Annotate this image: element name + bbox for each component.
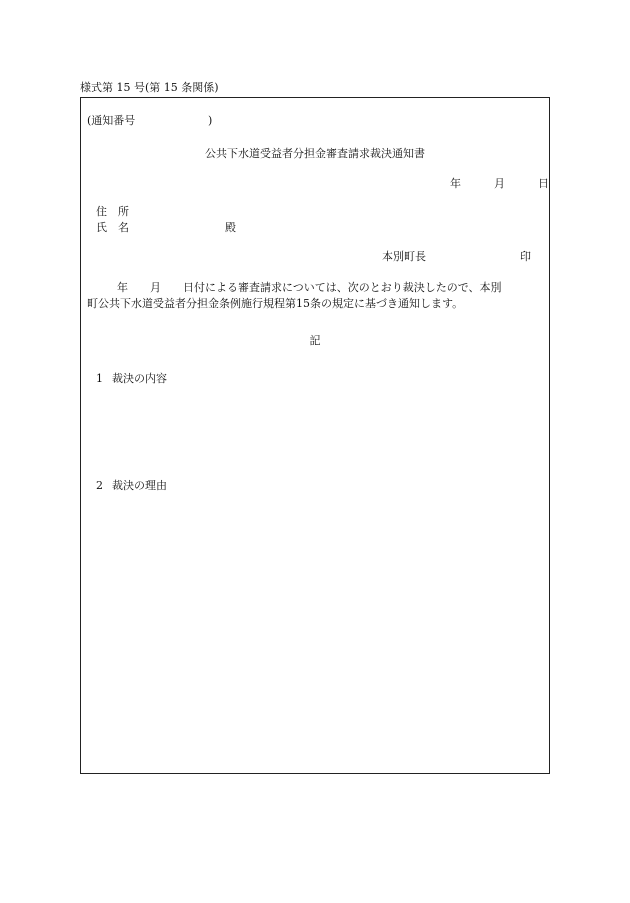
date-day-label: 日 xyxy=(538,177,549,190)
address-label: 住 所 xyxy=(96,205,129,218)
ki-heading: 記 xyxy=(309,334,321,347)
body-text-line-1: 年 月 日付による審査請求については、次のとおり裁決したので、本別 xyxy=(117,281,502,294)
issuer-label: 本別町長 xyxy=(382,250,426,263)
item-label: 裁決の理由 xyxy=(112,479,167,492)
body-text-line-2: 町公共下水道受益者分担金条例施行規程第15条の規定に基づき通知します。 xyxy=(87,297,464,310)
item-number: 1 xyxy=(96,372,103,385)
item-number: 2 xyxy=(96,479,103,492)
document-title: 公共下水道受益者分担金審査請求裁決通知書 xyxy=(205,147,425,160)
date-month-label: 月 xyxy=(494,177,505,190)
list-item xyxy=(96,480,167,491)
date-line xyxy=(450,178,549,189)
notice-number-close: ) xyxy=(208,114,213,127)
seal-label: 印 xyxy=(520,250,531,263)
honorific-label: 殿 xyxy=(225,221,236,234)
document-frame xyxy=(80,97,550,774)
list-item xyxy=(96,373,167,384)
name-label: 氏 名 xyxy=(96,221,129,234)
form-number-label: 様式第 15 号(第 15 条関係) xyxy=(80,81,219,94)
date-year-label: 年 xyxy=(450,177,461,190)
item-label: 裁決の内容 xyxy=(112,372,167,385)
notice-number-label: (通知番号 xyxy=(87,114,136,127)
